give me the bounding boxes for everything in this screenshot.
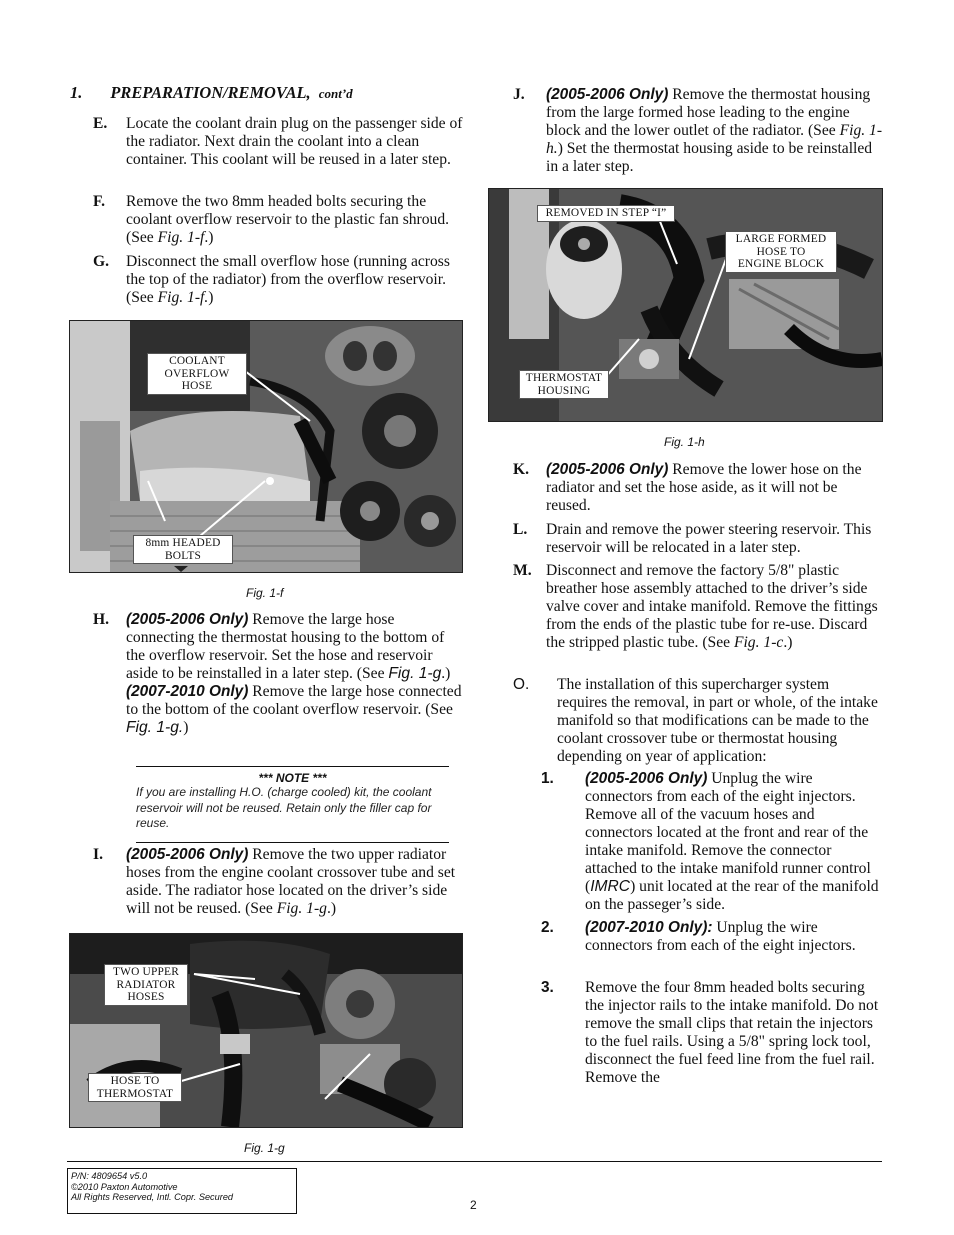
step-letter: F. (93, 193, 105, 210)
figure-label-8mm-headed-bolts: 8mm HEADED BOLTS (133, 535, 233, 564)
figure-reference: Fig. 1-f (157, 229, 205, 246)
rights-reserved: All Rights Reserved, Intl. Copr. Secured (71, 1192, 234, 1202)
substep-text: Remove the four 8mm headed bolts securing the injector rails to the intake manifold. Do not remove the small clips that retain the injectors to the fuel rails. Using a 5/8" spring lock tool, disconnect the fuel feed line from the fuel rail. Remove the (585, 979, 879, 1086)
section-heading (70, 84, 353, 103)
step-l (513, 521, 883, 557)
figure-label-large-formed-hose: LARGE FORMED HOSE TO ENGINE BLOCK (725, 231, 837, 273)
footer-copyright-box (67, 1168, 297, 1214)
step-letter: O. (513, 676, 530, 693)
step-letter: H. (93, 611, 110, 628)
step-text: (2005-2006 Only) Remove the lower hose on the radiator and set the hose aside, as it will not be reused. (546, 461, 862, 514)
note-box (136, 766, 449, 843)
note-text: If you are installing H.O. (charge cooled) kit, the coolant reservoir will not be reused. Retain only the filler cap for reuse. (136, 785, 432, 830)
step-f (93, 193, 463, 247)
year-tag: (2005-2006 Only) (585, 770, 708, 787)
note-bottom-rule (136, 842, 449, 843)
note-title: *** NOTE *** (258, 771, 327, 785)
step-letter: K. (513, 461, 530, 478)
step-letter: M. (513, 562, 532, 579)
figure-reference: Fig. 1-g. (126, 719, 184, 736)
year-tag: (2007-2010 Only): (585, 919, 713, 936)
part-number: P/N: 4809654 v5.0 (71, 1171, 148, 1181)
step-letter: E. (93, 115, 108, 132)
substep-1 (541, 770, 883, 914)
engine-bay-image (70, 321, 462, 572)
footer-rule (67, 1161, 882, 1162)
step-g (93, 253, 463, 307)
substep-text: (2007-2010 Only): Unplug the wire connectors from each of the eight injectors. (585, 919, 856, 954)
note-top-rule (136, 766, 449, 767)
step-o (513, 676, 883, 766)
step-j (513, 86, 883, 176)
figure-label-removed-in-step-i: REMOVED IN STEP “I” (537, 205, 675, 222)
figure-caption-1h: Fig. 1-h (664, 435, 705, 449)
figure-reference: Fig. 1-c (733, 634, 784, 651)
figure-reference: Fig. 1-g (276, 900, 327, 917)
figure-reference: Fig. 1-f. (157, 289, 209, 306)
figure-label-two-upper-radiator-hoses: TWO UPPER RADIATOR HOSES (104, 964, 188, 1006)
step-text: Locate the coolant drain plug on the passenger side of the radiator. Next drain the coolant into a clean container. This coolant will be reused in a later step. (126, 115, 463, 168)
step-e (93, 115, 463, 169)
substep-2 (541, 919, 883, 955)
section-title: PREPARATION/REMOVAL, (110, 83, 311, 102)
section-number: 1. (70, 83, 83, 102)
step-k (513, 461, 883, 515)
step-letter: G. (93, 253, 110, 270)
figure-1f-photo (69, 320, 463, 573)
step-text: Disconnect and remove the factory 5/8" plastic breather hose assembly attached to the driver’s side valve cover and intake manifold. Remove the fittings from the ends of the plastic tube for re-use. Discard the stripped plastic tube. (See Fig. 1-c.) (546, 562, 878, 651)
substep-number: 1. (541, 770, 554, 787)
step-letter: I. (93, 846, 103, 863)
step-m (513, 562, 883, 652)
page-number: 2 (470, 1198, 477, 1212)
step-i (93, 846, 463, 918)
year-tag: (2007-2010 Only) (126, 683, 249, 700)
step-h (93, 611, 463, 737)
figure-reference: Fig. 1-h. (546, 122, 883, 157)
figure-reference: Fig. 1-g (388, 665, 442, 682)
copyright: ©2010 Paxton Automotive (71, 1181, 178, 1192)
substep-text: (2005-2006 Only) Unplug the wire connectors from each of the eight injectors. Remove all of the vacuum hoses and connectors located at the front and rear of the intake manifold. Remove the connector attached to the intake manifold runner control (IMRC) unit located at the rear of the manifold on the passeger’s side. (585, 770, 879, 913)
figure-1g-photo (69, 933, 463, 1128)
year-tag: (2005-2006 Only) (546, 461, 669, 478)
step-text: Disconnect the small overflow hose (running across the top of the radiator) from the overflow reservoir. (See Fig. 1-f.) (126, 253, 450, 306)
section-suffix: cont’d (318, 86, 353, 101)
year-tag: (2005-2006 Only) (126, 611, 249, 628)
step-text: The installation of this supercharger system requires the removal, in part or whole, of the intake manifold so that modifications can be made to the coolant crossover tube or thermostat housing depending on year of application: (557, 676, 878, 765)
substep-3 (541, 979, 883, 1087)
abbreviation: IMRC (590, 878, 631, 895)
step-text: (2005-2006 Only) Remove the thermostat housing from the large formed hose leading to the engine block and the lower outlet of the radiator. (See Fig. 1-h.) Set the thermostat housing aside to be reinstalled in a later step. (546, 86, 883, 175)
year-tag: (2005-2006 Only) (126, 846, 249, 863)
step-text: Remove the two 8mm headed bolts securing the coolant overflow reservoir to the plastic fan shroud. (See Fig. 1-f.) (126, 193, 450, 246)
figure-label-thermostat-housing: THERMOSTAT HOUSING (519, 370, 609, 399)
step-letter: J. (513, 86, 525, 103)
figure-label-coolant-overflow-hose: COOLANT OVERFLOW HOSE (147, 353, 247, 395)
figure-caption-1f: Fig. 1-f (246, 586, 284, 600)
figure-label-hose-to-thermostat: HOSE TO THERMOSTAT (88, 1073, 182, 1102)
step-text: Drain and remove the power steering reservoir. This reservoir will be relocated in a later step. (546, 521, 872, 556)
year-tag: (2005-2006 Only) (546, 86, 669, 103)
step-text: (2005-2006 Only) Remove the two upper radiator hoses from the engine coolant crossover tube and set aside. The radiator hose located on the driver’s side will not be reused. (See Fig. 1-g.) (126, 846, 456, 917)
step-text: (2005-2006 Only) Remove the large hose connecting the thermostat housing to the bottom of the overflow reservoir. Set the hose and reservoir aside to be reinstalled in a later step. (See Fig. 1-g.) (2007-2010 Only) Remove the large hose connected to the bottom of the coolant overflow reservoir. (See Fig. 1-g.) (126, 611, 462, 736)
figure-caption-1g: Fig. 1-g (244, 1141, 285, 1155)
step-letter: L. (513, 521, 528, 538)
figure-1h-photo (488, 188, 883, 422)
substep-number: 3. (541, 979, 554, 996)
substep-number: 2. (541, 919, 554, 936)
